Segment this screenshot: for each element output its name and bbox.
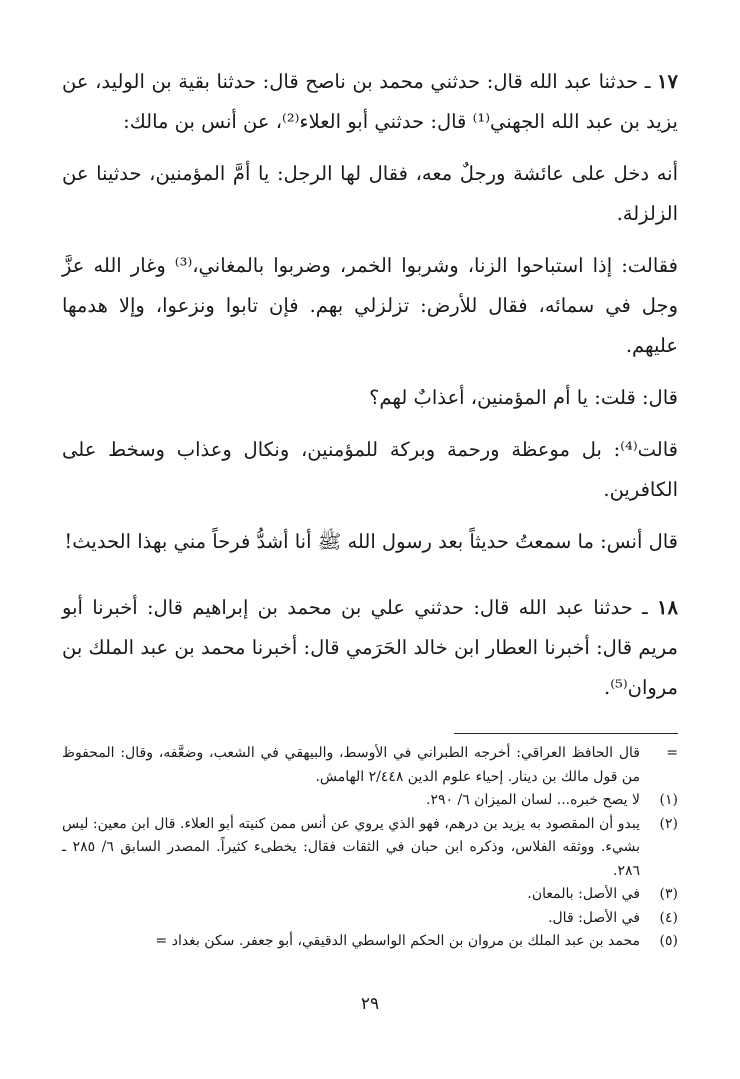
footnote-mark: (٣) xyxy=(659,886,678,902)
footnote-mark: (٤) xyxy=(659,909,678,926)
paragraph-text: قالت⁽⁴⁾: بل موعظة ورحمة وبركة للمؤمنين، ونكال وعذاب وسخط على الكافرين. xyxy=(62,438,678,501)
footnote-mark: (١) xyxy=(659,792,678,808)
paragraph xyxy=(62,522,678,562)
page-number: ٢٩ xyxy=(360,994,380,1014)
footnote-text: قال الحافظ العراقي: أخرجه الطبراني في الأوسط، والبيهقي في الشعب، وضعَّفه، وقال: المحفوظ من قول مالك بن دينار. إحياء علوم الدين ٢/٤٤٨ الهامش. xyxy=(62,745,640,785)
paragraph-text: أنه دخل على عائشة ورجلٌ معه، فقال لها الرجل: يا أمَّ المؤمنين، حدثينا عن الزلزلة. xyxy=(62,162,678,225)
footnote-text: في الأصل: قال. xyxy=(548,909,640,926)
paragraph xyxy=(62,378,678,418)
paragraph xyxy=(62,430,678,510)
hadith-text: ـ حدثنا عبد الله قال: حدثني محمد بن ناصح قال: حدثنا بقية بن الوليد، عن يزيد بن عبد الله الجهني⁽¹⁾ قال: حدثني أبو العلاء⁽²⁾، عن أنس بن مالك: xyxy=(62,70,678,133)
main-text xyxy=(62,62,678,720)
footnote-text: يبدو أن المقصود به يزيد بن درهم، فهو الذي يروي عن أنس ممن كنيته أبو العلاء. قال ابن معين: ليس بشيء. ووثقه الفلاس، وذكره ابن حبان في الثقات فقال: يخطىء كثيراً. المصدر السابق ٦/ ٢٨٥ ـ ٢٨٦. xyxy=(62,815,641,879)
paragraph-text: قال: قلت: يا أم المؤمنين، أعذابٌ لهم؟ xyxy=(369,386,678,409)
paragraph xyxy=(62,154,678,234)
footnotes xyxy=(62,742,678,954)
hadith-number: ١٧ xyxy=(657,70,678,93)
footnote-divider xyxy=(454,733,678,734)
footnote xyxy=(62,907,678,931)
footnote xyxy=(62,930,678,954)
footnote-text: لا يصح خبره... لسان الميزان ٦/ ٢٩٠. xyxy=(426,792,640,808)
footnote xyxy=(62,883,678,907)
footnote-mark: (٥) xyxy=(659,933,678,949)
footnote-mark: (٢) xyxy=(659,815,678,832)
hadith-17 xyxy=(62,62,678,142)
hadith-18 xyxy=(62,588,678,708)
paragraph-text: قال أنس: ما سمعتُ حديثاً بعد رسول الله ﷺ أنا أشدُّ فرحاً مني بهذا الحديث! xyxy=(64,530,678,553)
footnote-text: في الأصل: بالمعان. xyxy=(527,886,640,902)
paragraph xyxy=(62,246,678,366)
footnote xyxy=(62,813,678,884)
paragraph-text: فقالت: إذا استباحوا الزنا، وشربوا الخمر، وضربوا بالمغاني،⁽³⁾ وغار الله عزَّ وجل في سمائه، فقال للأرض: تزلزلي بهم. فإن تابوا ونزعوا، وإلا هدمها عليهم. xyxy=(62,254,678,357)
footnote-text: محمد بن عبد الملك بن مروان بن الحكم الواسطي الدقيقي، أبو جعفر. سكن بغداد = xyxy=(155,933,640,949)
hadith-text: ـ حدثنا عبد الله قال: حدثني علي بن محمد بن إبراهيم قال: أخبرنا أبو مريم قال: أخبرنا العطار ابن خالد الحَرَمي قال: أخبرنا محمد بن عبد الملك بن مروان⁽⁵⁾. xyxy=(62,596,678,699)
hadith-number: ١٨ xyxy=(657,596,678,619)
footnote-mark: = xyxy=(666,745,678,761)
footnote xyxy=(62,742,678,789)
footnote xyxy=(62,789,678,813)
